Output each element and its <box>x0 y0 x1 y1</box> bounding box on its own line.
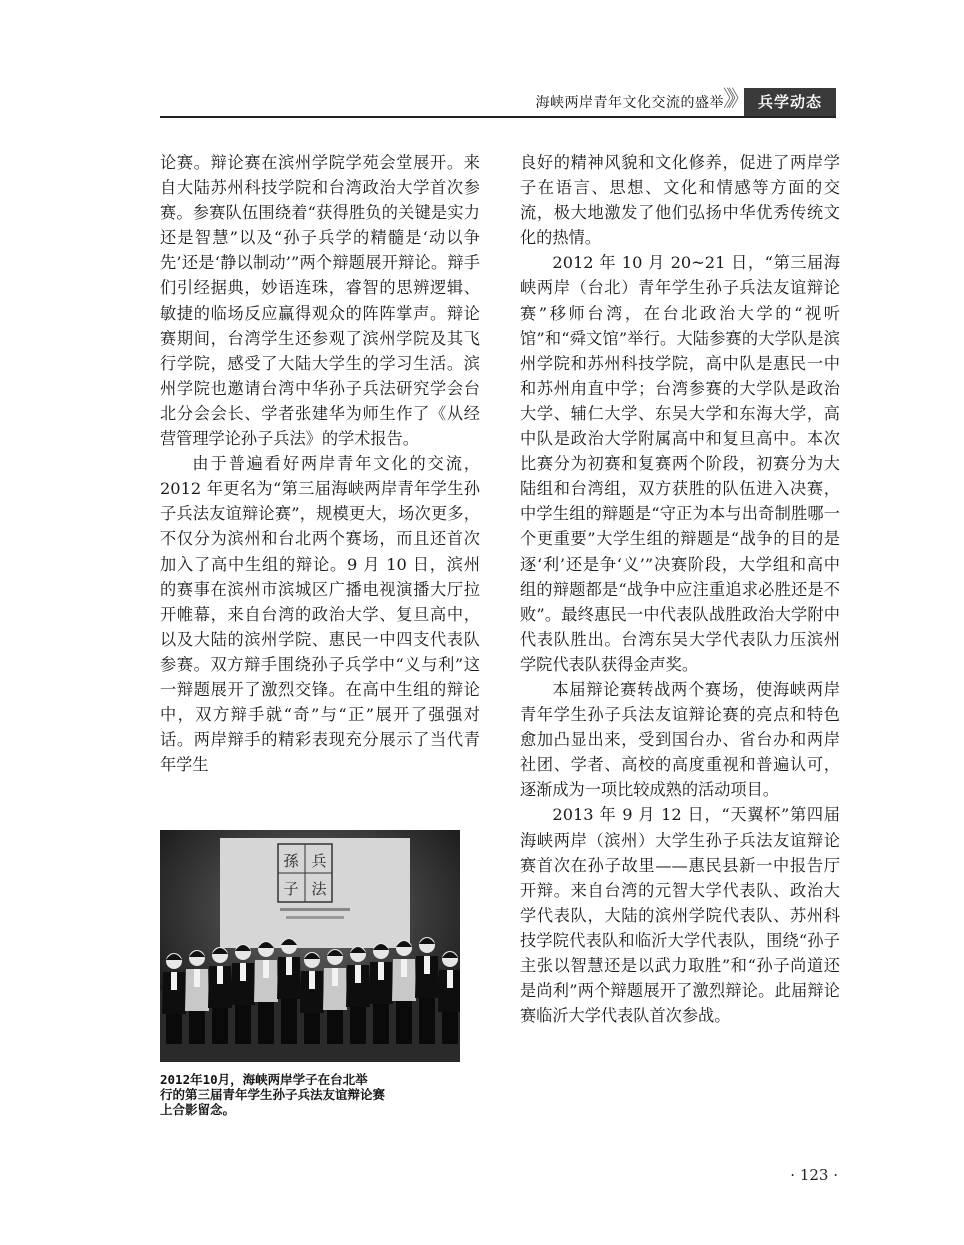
paragraph: 良好的精神风貌和文化修养，促进了两岸学子在语言、思想、文化和情感等方面的交流，极大地激发了他们弘扬中华优秀传统文化的热情。 <box>520 153 840 248</box>
banner-char: 子 <box>283 880 299 898</box>
running-header <box>160 88 836 114</box>
paragraph: 本届辩论赛转战两个赛场，使海峡两岸青年学生孙子兵法友谊辩论赛的亮点和特色愈加凸显出来，受到国台办、省台办和两岸社团、学者、高校的高度重视和普遍认可，逐渐成为一项比较成熟的活动项目。 <box>520 679 840 800</box>
paragraph: 2013 年 9 月 12 日，“天翼杯”第四届海峡两岸（滨州）大学生孙子兵法友谊辩论赛首次在孙子故里——惠民县新一中报告厅开辩。来自台湾的元智大学代表队、政治大学代表队，大陆的滨州学院代表队、苏州科技学院代表队和临沂大学代表队，围绕“孙子主张以智慧还是以武力取胜”和“孙子尚道还是尚利”两个辩题展开了激烈辩论。此届辩论赛临沂大学代表队首次参战。 <box>520 805 840 1026</box>
caption-line: 上合影留念。 <box>160 1102 236 1117</box>
right-column <box>520 150 840 1028</box>
banner-char: 法 <box>311 880 327 898</box>
section-badge: 兵学动态 <box>744 88 836 116</box>
running-title: 海峡两岸青年文化交流的盛举 <box>535 95 724 111</box>
left-column <box>160 150 480 777</box>
caption-line: 2012年10月，海峡两岸学子在台北举 <box>160 1072 368 1087</box>
paragraph: 由于普遍看好两岸青年文化的交流，2012 年更名为“第三届海峡两岸青年学生孙子兵法友谊辩论赛”，规模更大，场次更多，不仅分为滨州和台北两个赛场，而且还首次加入了高中生组的辩论。9 月 10 日，滨州的赛事在滨州市滨城区广播电视演播大厅拉开帷幕，来自台湾的政治大学、复旦高中，以及大陆的滨州学院、惠民一中四支代表队参赛。双方辩手围绕孙子兵学中“义与利”这一辩题展开了激烈交锋。在高中生组的辩论中，双方辩手就“奇”与“正”展开了强强对话。两岸辩手的精彩表现充分展示了当代青年学生 <box>160 454 480 775</box>
banner-char: 孫 <box>283 852 299 870</box>
double-chevron-icon: 》》 <box>722 87 744 112</box>
paragraph: 2012 年 10 月 20~21 日，“第三届海峡两岸（台北）青年学生孙子兵法友谊辩论赛”移师台湾，在台北政治大学的“视听馆”和“舜文馆”举行。大陆参赛的大学队是滨州学院和苏州科技学院，高中队是惠民一中和苏州甪直中学；台湾参赛的大学队是政治大学、辅仁大学、东吴大学和东海大学，高中队是政治大学附属高中和复旦高中。本次比赛分为初赛和复赛两个阶段，初赛分为大陆组和台湾组，双方获胜的队伍进入决赛，中学生组的辩题是“守正为本与出奇制胜哪一个更重要”大学生组的辩题是“战争的目的是逐‘利’还是争‘义’”决赛阶段，大学组和高中组的辩题都是“战争中应注重追求必胜还是不败”。最终惠民一中代表队战胜政治大学附中代表队胜出。台湾东吴大学代表队力压滨州学院代表队获得金声奖。 <box>520 253 840 674</box>
caption-line: 行的第三届青年学生孙子兵法友谊辩论赛 <box>160 1087 386 1102</box>
page-number: · 123 · <box>790 1166 838 1184</box>
banner-char: 兵 <box>311 852 327 870</box>
header-rule <box>160 116 836 118</box>
group-photo <box>160 830 460 1062</box>
group-photo-illustration <box>160 830 460 1062</box>
photo-caption <box>160 1072 465 1117</box>
paragraph: 论赛。辩论赛在滨州学院学苑会堂展开。来自大陆苏州科技学院和台湾政治大学首次参赛。参赛队伍围绕着“获得胜负的关键是实力还是智慧”以及“孙子兵学的精髓是‘动以争先’还是‘静以制动’”两个辩题展开辩论。辩手们引经据典，妙语连珠，睿智的思辨逻辑、敏捷的临场反应赢得观众的阵阵掌声。辩论赛期间，台湾学生还参观了滨州学院及其飞行学院，感受了大陆大学生的学习生活。滨州学院也邀请台湾中华孙子兵法研究学会台北分会会长、学者张建华为师生作了《从经营管理学论孙子兵法》的学术报告。 <box>160 153 480 449</box>
